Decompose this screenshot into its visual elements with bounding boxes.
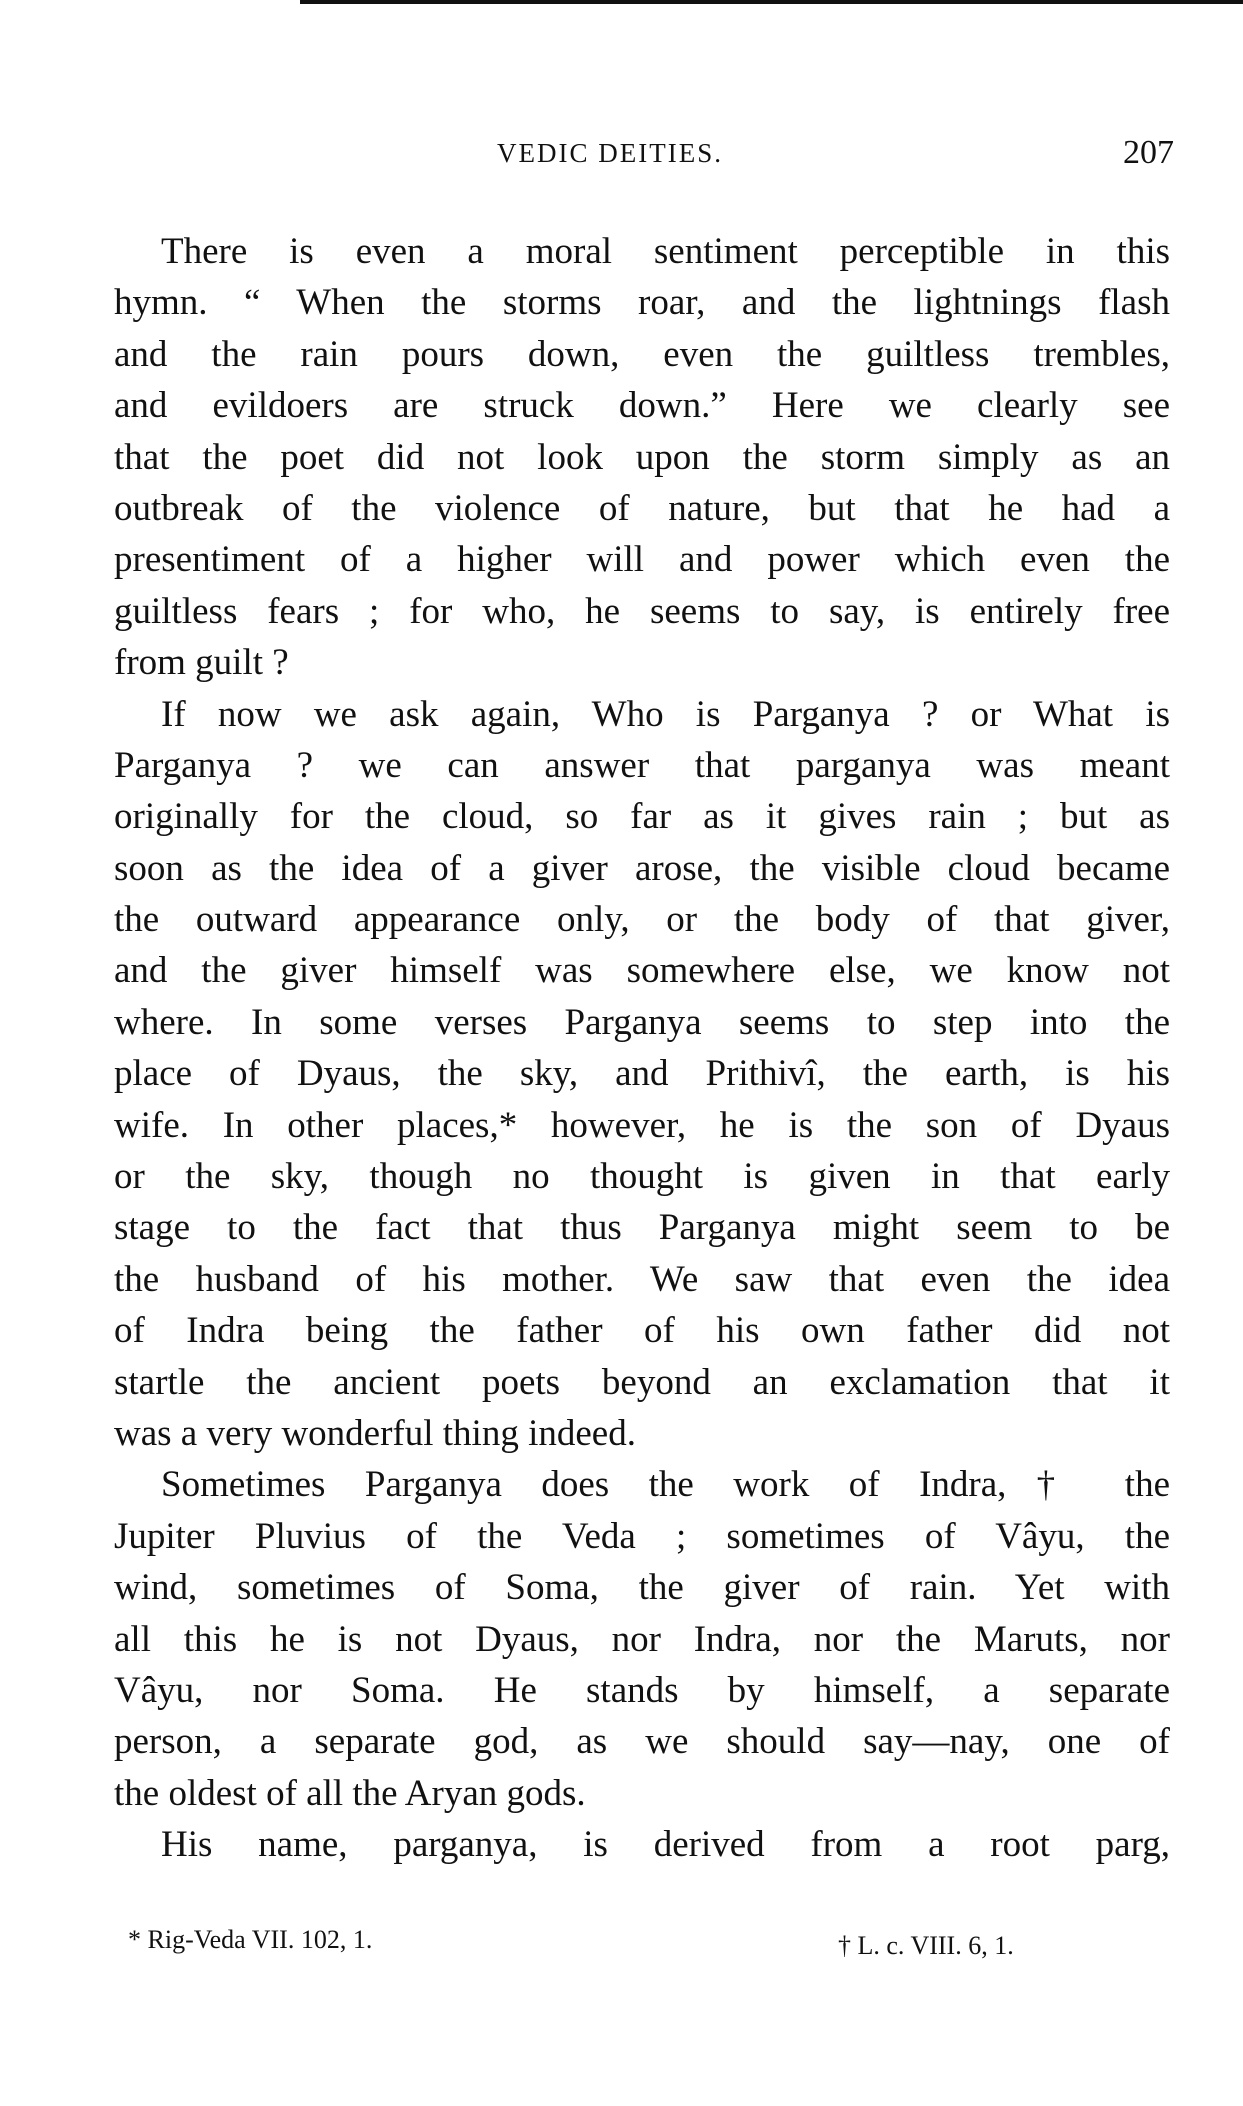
paragraph bbox=[114, 226, 1170, 689]
paragraph bbox=[114, 1819, 1170, 1870]
text-line: the husband of his mother. We saw that even the idea bbox=[114, 1258, 1170, 1300]
text-line: originally for the cloud, so far as it gives rain ; but as bbox=[114, 796, 1170, 838]
text-line: guiltless fears ; for who, he seems to say, is entirely free bbox=[114, 590, 1170, 632]
text-line: the outward appearance only, or the body of that giver, bbox=[114, 899, 1170, 941]
text-line: wife. In other places,* however, he is the son of Dyaus bbox=[114, 1104, 1170, 1146]
text-line: Vâyu, nor Soma. He stands by himself, a separate bbox=[114, 1669, 1170, 1711]
text-line: Parganya ? we can answer that parganya was meant bbox=[114, 744, 1170, 786]
text-line: was a very wonderful thing indeed. bbox=[114, 1412, 636, 1454]
text-line: or the sky, though no thought is given in that early bbox=[114, 1156, 1170, 1198]
text-line: Jupiter Pluvius of the Veda ; sometimes of Vâyu, the bbox=[114, 1515, 1170, 1557]
text-line: Sometimes Parganya does the work of Indra,† the bbox=[161, 1464, 1170, 1506]
paragraph bbox=[114, 1459, 1170, 1819]
text-line: His name, parganya, is derived from a root parg, bbox=[161, 1824, 1170, 1866]
footnote-2: † L. c. VIII. 6, 1. bbox=[838, 1931, 1014, 1960]
text-line: person, a separate god, as we should say—nay, one of bbox=[114, 1721, 1170, 1763]
text-line: presentiment of a higher will and power which even the bbox=[114, 539, 1170, 581]
text-line: of Indra being the father of his own father did not bbox=[114, 1310, 1170, 1352]
text-line: and the giver himself was somewhere else, we know not bbox=[114, 950, 1170, 992]
text-line: If now we ask again, Who is Parganya ? or What is bbox=[161, 693, 1170, 735]
running-header bbox=[114, 134, 1174, 178]
text-line: stage to the fact that thus Parganya might seem to be bbox=[114, 1207, 1170, 1249]
text-line: where. In some verses Parganya seems to step into the bbox=[114, 1001, 1170, 1043]
text-line: that the poet did not look upon the storm simply as an bbox=[114, 436, 1170, 478]
text-line: hymn. “ When the storms roar, and the lightnings flash bbox=[114, 282, 1170, 324]
text-line: and evildoers are struck down.” Here we clearly see bbox=[114, 385, 1170, 427]
page-number: 207 bbox=[1123, 134, 1174, 171]
text-line: the oldest of all the Aryan gods. bbox=[114, 1772, 586, 1814]
text-line: wind, sometimes of Soma, the giver of rain. Yet with bbox=[114, 1567, 1170, 1609]
running-title: VEDIC DEITIES. bbox=[497, 138, 723, 168]
text-line: outbreak of the violence of nature, but that he had a bbox=[114, 487, 1170, 529]
paragraph bbox=[114, 689, 1170, 1460]
footnote-1: * Rig-Veda VII. 102, 1. bbox=[128, 1925, 373, 1954]
text-line: and the rain pours down, even the guiltless trembles, bbox=[114, 333, 1170, 375]
text-line: There is even a moral sentiment perceptible in this bbox=[161, 231, 1170, 272]
text-line: from guilt ? bbox=[114, 642, 289, 684]
text-line: place of Dyaus, the sky, and Prithivî, the earth, is his bbox=[114, 1053, 1170, 1095]
text-line: soon as the idea of a giver arose, the visible cloud became bbox=[114, 847, 1170, 889]
text-line: all this he is not Dyaus, nor Indra, nor the Maruts, nor bbox=[114, 1618, 1170, 1660]
scan-top-edge bbox=[300, 0, 1243, 4]
body-text bbox=[114, 226, 1170, 1871]
text-line: startle the ancient poets beyond an exclamation that it bbox=[114, 1361, 1170, 1403]
